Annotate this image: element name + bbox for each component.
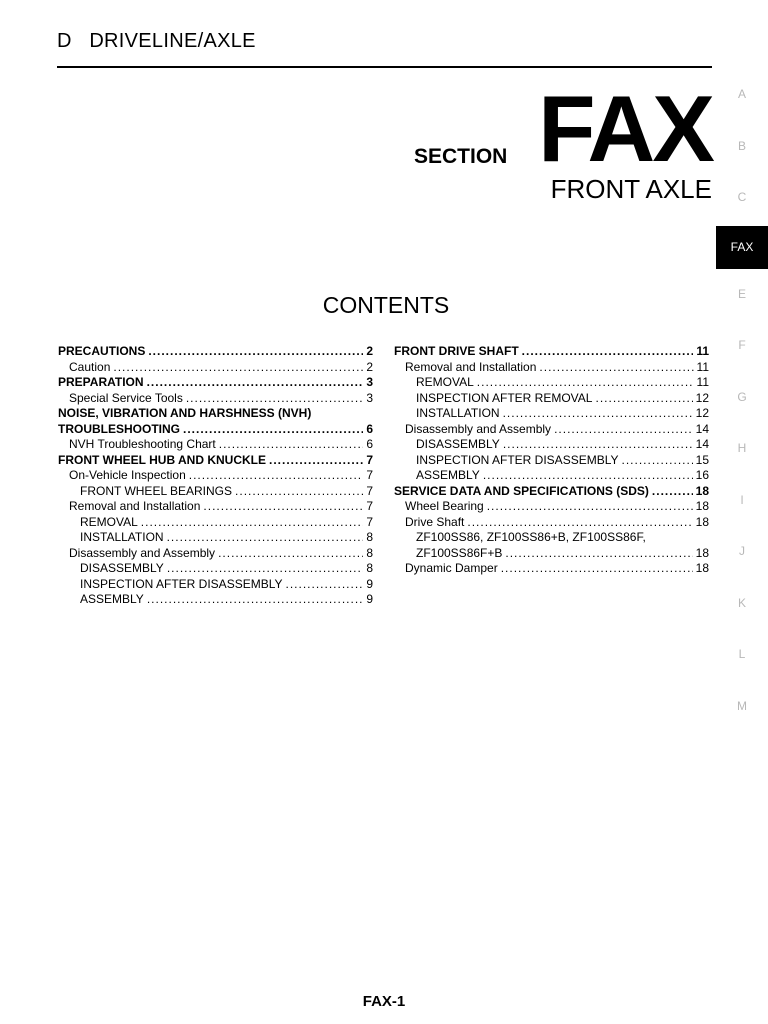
toc-entry[interactable] bbox=[58, 453, 373, 469]
toc-entry-title: Removal and Installation bbox=[69, 499, 201, 513]
toc-entry[interactable] bbox=[58, 437, 373, 453]
toc-entry-page: 12 bbox=[695, 406, 709, 420]
toc-leader-dots bbox=[141, 515, 364, 531]
toc-entry-page: 8 bbox=[366, 530, 373, 544]
toc-entry-title: PRECAUTIONS bbox=[58, 344, 146, 358]
toc-entry[interactable] bbox=[394, 468, 709, 484]
toc-leader-dots bbox=[477, 375, 694, 391]
header-rule bbox=[57, 66, 712, 68]
toc-leader-dots bbox=[501, 561, 693, 577]
toc-entry[interactable] bbox=[58, 360, 373, 376]
toc-leader-dots bbox=[186, 391, 363, 407]
toc-entry[interactable] bbox=[58, 561, 373, 577]
side-index-tab-e[interactable]: E bbox=[737, 286, 746, 301]
toc-entry-page: 12 bbox=[695, 390, 709, 405]
toc-entry-page: 6 bbox=[366, 437, 373, 451]
toc-entry-title: ZF100SS86, ZF100SS86+B, ZF100SS86F, bbox=[416, 530, 646, 544]
toc-entry-page: 11 bbox=[696, 359, 709, 374]
toc-leader-dots bbox=[147, 375, 364, 391]
toc-entry-page: 7 bbox=[366, 499, 373, 513]
page-number: FAX-1 bbox=[362, 993, 406, 1010]
toc-entry-title: INSPECTION AFTER DISASSEMBLY bbox=[416, 452, 619, 467]
toc-entry[interactable] bbox=[394, 375, 709, 391]
toc-entry-page: 15 bbox=[695, 452, 709, 467]
toc-entry-page: 18 bbox=[695, 483, 709, 498]
toc-entry[interactable] bbox=[58, 406, 373, 422]
side-index-tab-l[interactable]: L bbox=[738, 647, 746, 661]
toc-leader-dots bbox=[595, 391, 692, 407]
toc-entry[interactable] bbox=[394, 546, 709, 562]
toc-entry-title: REMOVAL bbox=[416, 375, 474, 389]
side-index-tab-k[interactable]: K bbox=[737, 595, 746, 610]
toc-entry-page: 16 bbox=[695, 468, 709, 482]
toc-leader-dots bbox=[503, 406, 693, 422]
side-index-tab-c[interactable]: C bbox=[737, 190, 747, 204]
toc-entry-title: ASSEMBLY bbox=[80, 592, 144, 606]
toc-entry[interactable] bbox=[58, 468, 373, 484]
toc-entry-title: Disassembly and Assembly bbox=[69, 545, 216, 560]
toc-entry[interactable] bbox=[58, 530, 373, 546]
toc-leader-dots bbox=[235, 484, 363, 500]
side-index-tab-f[interactable]: F bbox=[738, 338, 746, 352]
toc-entry-page: 3 bbox=[366, 375, 373, 389]
toc-entry-title: FRONT WHEEL HUB AND KNUCKLE bbox=[58, 452, 266, 467]
side-index-tab-a[interactable]: A bbox=[737, 87, 746, 101]
toc-entry[interactable] bbox=[394, 530, 709, 546]
toc-entry-page: 7 bbox=[366, 514, 373, 529]
toc-entry[interactable] bbox=[58, 515, 373, 531]
toc-leader-dots bbox=[522, 344, 694, 360]
toc-entry-title: Caution bbox=[69, 359, 111, 374]
toc-entry-page: 2 bbox=[366, 344, 373, 358]
toc-leader-dots bbox=[286, 577, 364, 593]
toc-entry-title: FRONT WHEEL BEARINGS bbox=[80, 483, 233, 498]
toc-entry[interactable] bbox=[58, 344, 373, 360]
toc-entry-page: 18 bbox=[695, 499, 709, 513]
toc-entry[interactable] bbox=[394, 344, 709, 360]
toc-leader-dots bbox=[167, 530, 364, 546]
toc-entry-title: Dynamic Damper bbox=[405, 561, 498, 575]
toc-entry-page: 7 bbox=[366, 468, 373, 482]
toc-leader-dots bbox=[203, 499, 363, 515]
toc-entry-title: PREPARATION bbox=[58, 375, 144, 389]
toc-entry[interactable] bbox=[394, 437, 709, 453]
toc-leader-dots bbox=[113, 360, 363, 376]
toc-entry-page: 18 bbox=[695, 561, 709, 575]
toc-entry-page: 2 bbox=[366, 359, 373, 374]
toc-leader-dots bbox=[652, 484, 693, 500]
toc-leader-dots bbox=[483, 468, 693, 484]
toc-entry-title: ASSEMBLY bbox=[416, 468, 480, 482]
toc-leader-dots bbox=[183, 422, 363, 438]
section-label: SECTION bbox=[414, 145, 508, 168]
toc-entry[interactable] bbox=[58, 391, 373, 407]
toc-entry[interactable] bbox=[394, 561, 709, 577]
side-index-tab-i[interactable]: I bbox=[740, 492, 744, 507]
toc-entry[interactable] bbox=[394, 499, 709, 515]
toc-entry[interactable] bbox=[394, 406, 709, 422]
toc-entry[interactable] bbox=[58, 577, 373, 593]
header-title: D DRIVELINE/AXLE bbox=[57, 30, 256, 52]
toc-entry-title: FRONT DRIVE SHAFT bbox=[394, 344, 519, 358]
side-index-tab-b[interactable]: B bbox=[737, 138, 746, 153]
toc-entry-page: 11 bbox=[696, 375, 709, 389]
toc-leader-dots bbox=[503, 437, 693, 453]
toc-leader-dots bbox=[218, 546, 363, 562]
toc-leader-dots bbox=[148, 344, 363, 360]
toc-leader-dots bbox=[189, 468, 364, 484]
toc-entry-page: 3 bbox=[366, 390, 373, 405]
side-index-tab-j[interactable]: J bbox=[739, 544, 745, 558]
toc-entry-title: Special Service Tools bbox=[69, 390, 183, 405]
toc-entry-title: NVH Troubleshooting Chart bbox=[69, 437, 216, 451]
toc-entry-title: NOISE, VIBRATION AND HARSHNESS (NVH) bbox=[58, 406, 312, 420]
section-code: FAX bbox=[538, 76, 712, 181]
toc-leader-dots bbox=[487, 499, 693, 515]
toc-leader-dots bbox=[167, 561, 364, 577]
toc-entry[interactable] bbox=[58, 422, 373, 438]
toc-entry[interactable] bbox=[58, 499, 373, 515]
toc-entry[interactable] bbox=[58, 484, 373, 500]
toc-entry[interactable] bbox=[394, 391, 709, 407]
toc-right-column bbox=[394, 344, 709, 577]
side-index-tab-fax[interactable]: FAX bbox=[716, 226, 768, 269]
toc-entry[interactable] bbox=[58, 592, 373, 608]
toc-entry-title: Removal and Installation bbox=[405, 359, 537, 374]
toc-entry-page: 11 bbox=[696, 344, 709, 358]
toc-entry-page: 9 bbox=[366, 592, 373, 606]
toc-entry[interactable] bbox=[58, 546, 373, 562]
toc-entry[interactable] bbox=[394, 453, 709, 469]
toc-left-column bbox=[58, 344, 373, 608]
toc-entry[interactable] bbox=[394, 360, 709, 376]
toc-entry-title: Drive Shaft bbox=[405, 514, 465, 529]
toc-entry-title: SERVICE DATA AND SPECIFICATIONS (SDS) bbox=[394, 483, 649, 498]
section-name: FRONT AXLE bbox=[550, 174, 712, 204]
toc-entry-page: 18 bbox=[695, 545, 709, 560]
toc-leader-dots bbox=[554, 422, 693, 438]
toc-entry[interactable] bbox=[58, 375, 373, 391]
toc-entry-title: INSTALLATION bbox=[80, 530, 164, 544]
contents-title: CONTENTS bbox=[322, 292, 450, 318]
toc-entry-page: 14 bbox=[695, 437, 709, 451]
toc-entry-page: 8 bbox=[366, 545, 373, 560]
toc-entry-page: 18 bbox=[695, 514, 709, 529]
toc-entry-title: ZF100SS86F+B bbox=[416, 545, 503, 560]
toc-entry-title: REMOVAL bbox=[80, 514, 138, 529]
toc-leader-dots bbox=[467, 515, 692, 531]
toc-entry[interactable] bbox=[394, 515, 709, 531]
side-index-tab-h[interactable]: H bbox=[737, 441, 747, 455]
toc-entry[interactable] bbox=[394, 422, 709, 438]
toc-entry-page: 8 bbox=[366, 561, 373, 575]
toc-entry-title: INSPECTION AFTER DISASSEMBLY bbox=[80, 576, 283, 591]
toc-leader-dots bbox=[147, 592, 364, 608]
toc-leader-dots bbox=[505, 546, 692, 562]
toc-entry[interactable] bbox=[394, 484, 709, 500]
toc-entry-title: INSTALLATION bbox=[416, 406, 500, 420]
toc-entry-page: 7 bbox=[366, 483, 373, 498]
toc-leader-dots bbox=[622, 453, 693, 469]
toc-leader-dots bbox=[219, 437, 364, 453]
toc-entry-page: 7 bbox=[366, 452, 373, 467]
toc-leader-dots bbox=[269, 453, 363, 469]
toc-entry-page: 14 bbox=[695, 421, 709, 436]
toc-entry-title: DISASSEMBLY bbox=[416, 437, 500, 451]
toc-entry-title: TROUBLESHOOTING bbox=[58, 421, 180, 436]
toc-entry-title: Disassembly and Assembly bbox=[405, 421, 552, 436]
toc-entry-title: INSPECTION AFTER REMOVAL bbox=[416, 390, 593, 405]
toc-entry-title: DISASSEMBLY bbox=[80, 561, 164, 575]
toc-entry-page: 9 bbox=[366, 576, 373, 591]
side-index-tab-m[interactable]: M bbox=[737, 698, 747, 713]
toc-entry-page: 6 bbox=[366, 421, 373, 436]
toc-entry-title: Wheel Bearing bbox=[405, 499, 484, 513]
toc-leader-dots bbox=[539, 360, 693, 376]
toc-entry-title: On-Vehicle Inspection bbox=[69, 468, 186, 482]
side-index-tab-g[interactable]: G bbox=[737, 389, 747, 404]
side-index-tabs bbox=[716, 69, 768, 732]
